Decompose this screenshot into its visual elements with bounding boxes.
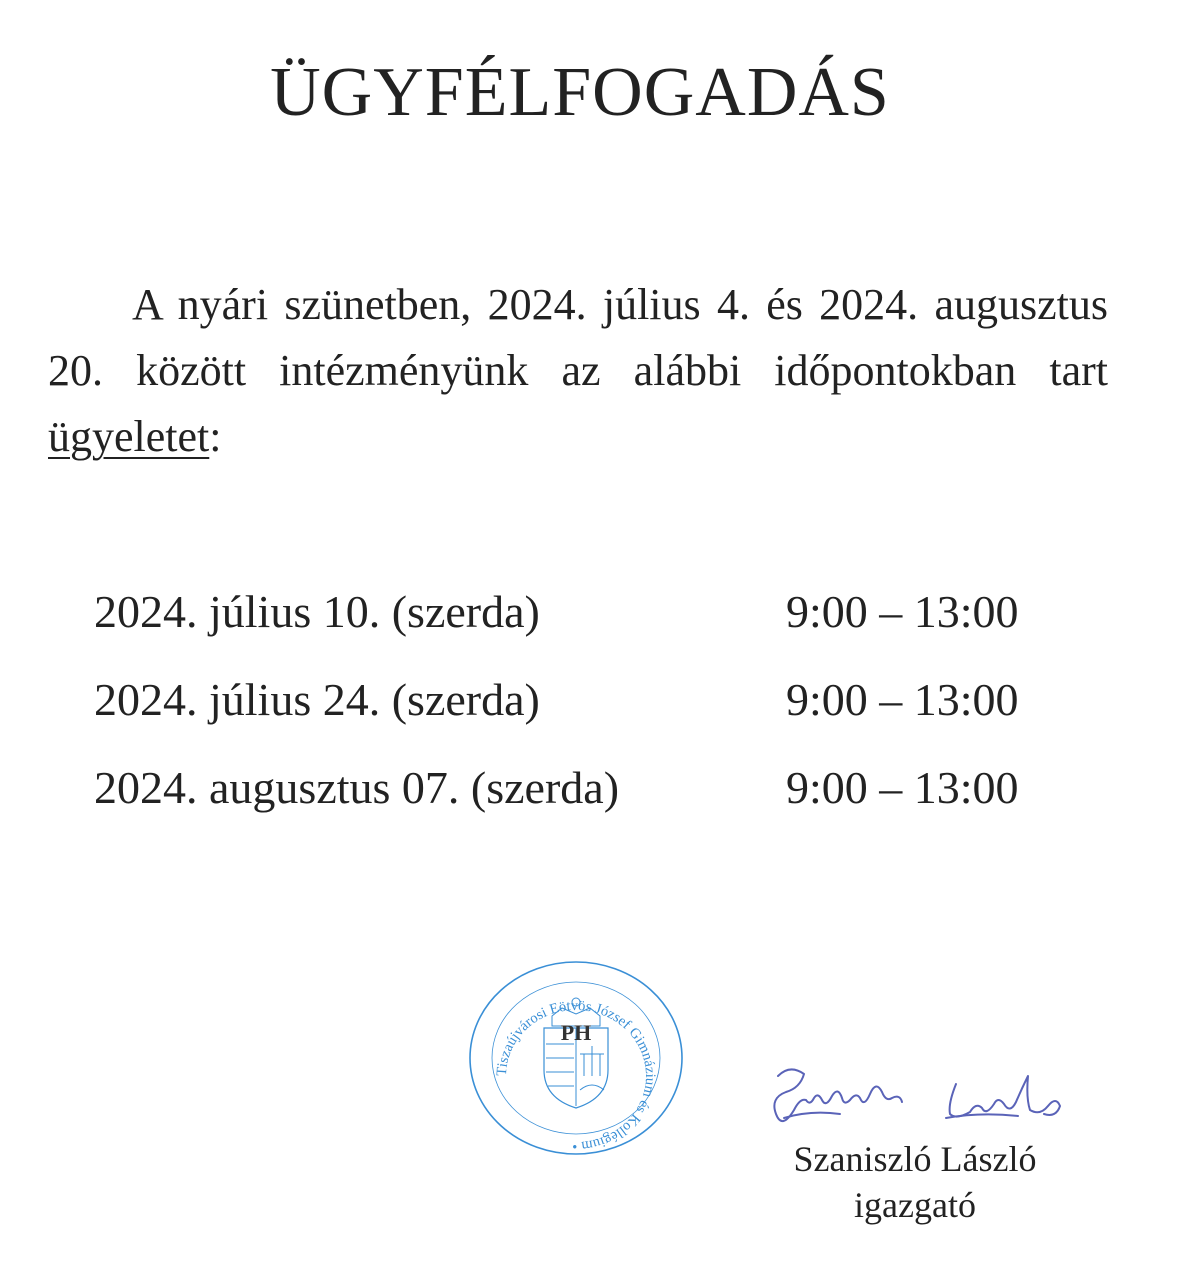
stamp-center-text: PH [560, 1020, 592, 1045]
schedule-row [94, 670, 1094, 758]
schedule-time: 9:00 – 13:00 [786, 586, 1019, 637]
page-title: ÜGYFÉLFOGADÁS [270, 54, 890, 131]
schedule-date: 2024. július 10. (szerda) [94, 586, 540, 637]
official-stamp [466, 958, 686, 1158]
schedule-date: 2024. július 24. (szerda) [94, 674, 540, 725]
signer-name: Szaniszló László [793, 1139, 1037, 1179]
intro-underlined-word: ügyeletet [48, 412, 210, 461]
intro-colon: : [209, 412, 222, 461]
schedule-list [94, 582, 1094, 846]
signer-role: igazgató [854, 1185, 976, 1225]
handwritten-signature [760, 1058, 1070, 1138]
signer-block [760, 1136, 1070, 1228]
schedule-time: 9:00 – 13:00 [786, 674, 1019, 725]
schedule-time: 9:00 – 13:00 [786, 762, 1019, 813]
schedule-row [94, 582, 1094, 670]
intro-text: A nyári szünetben, 2024. július 4. és 2024. augusztus 20. között intézményünk az alábbi időpontokban tart [48, 280, 1108, 395]
stamp-ring-text: Tiszaújvárosi Eötvös József Gimnázium és Kollégium • [493, 997, 659, 1155]
intro-paragraph [48, 272, 1108, 470]
schedule-date: 2024. augusztus 07. (szerda) [94, 762, 620, 813]
schedule-row [94, 758, 1094, 846]
